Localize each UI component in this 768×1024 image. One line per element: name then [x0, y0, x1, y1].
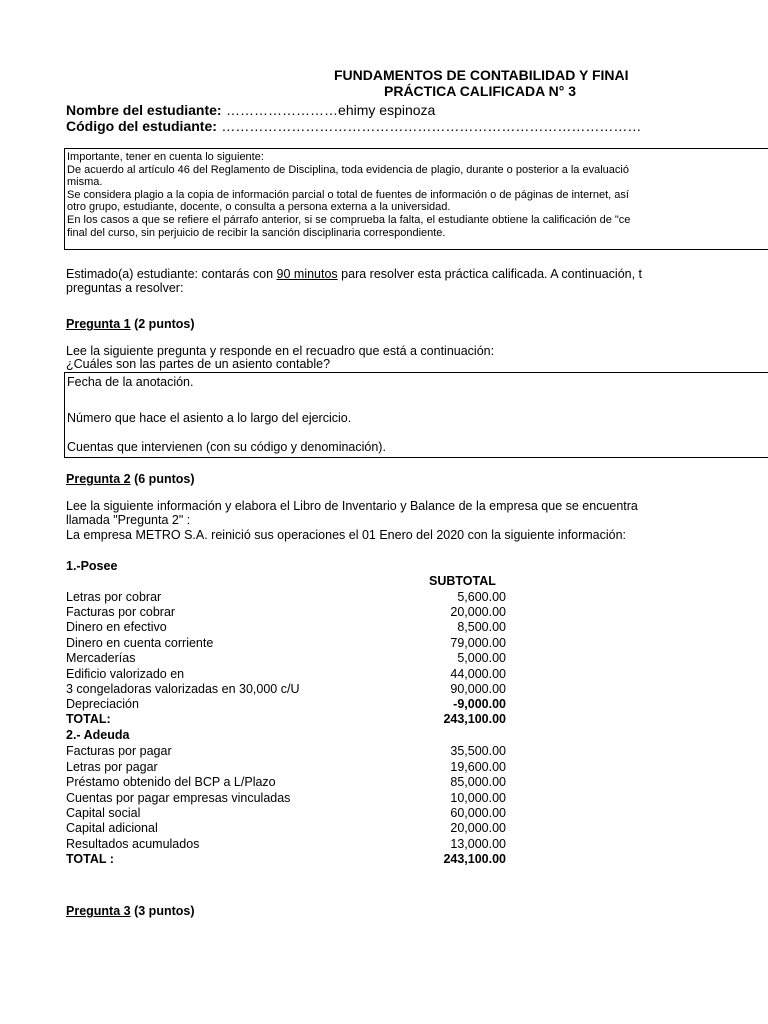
posee-value: 20,000.00: [450, 605, 506, 619]
posee-value: 44,000.00: [450, 667, 506, 681]
q1-answer-box[interactable]: [64, 372, 768, 458]
adeuda-row: [66, 821, 506, 836]
posee-row: [66, 636, 506, 651]
posee-total-label: TOTAL:: [66, 712, 111, 726]
posee-label: Facturas por cobrar: [66, 605, 176, 619]
adeuda-total-value: 243,100.00: [443, 852, 506, 866]
adeuda-value: 13,000.00: [450, 837, 506, 851]
q2-title: Pregunta 2: [66, 472, 131, 486]
q1-answer-line: Cuentas que intervienen (con su código y denominación).: [67, 440, 386, 454]
posee-label: Mercaderías: [66, 651, 136, 665]
q1-answer-line: Número que hace el asiento a lo largo del ejercicio.: [67, 411, 352, 425]
posee-value: 8,500.00: [457, 620, 506, 634]
posee-value: 90,000.00: [450, 682, 506, 696]
adeuda-section-title: 2.- Adeuda: [66, 728, 130, 742]
adeuda-row: [66, 837, 506, 852]
posee-label: Depreciación: [66, 697, 139, 711]
posee-value: 79,000.00: [450, 636, 506, 650]
q2-points: (6 puntos): [134, 472, 195, 486]
q3-title: Pregunta 3: [66, 904, 131, 918]
adeuda-row: [66, 744, 506, 759]
adeuda-label: Capital social: [66, 806, 141, 820]
student-code-label: Código del estudiante:: [66, 118, 217, 134]
adeuda-row: [66, 791, 506, 806]
posee-label: Letras por cobrar: [66, 590, 162, 604]
intro-suffix: para resolver esta práctica calificada. A continuación, t: [337, 267, 643, 281]
notice-line: misma.: [67, 176, 103, 189]
student-name-label: Nombre del estudiante:: [66, 102, 222, 118]
intro-line-2: preguntas a resolver:: [66, 281, 184, 295]
adeuda-label: Cuentas por pagar empresas vinculadas: [66, 791, 291, 805]
posee-row: [66, 682, 506, 697]
intro-time: 90 minutos: [276, 267, 338, 281]
student-name-value: ……………………ehimy espinoza: [226, 102, 436, 118]
q2-line-2: llamada "Pregunta 2" :: [66, 513, 191, 527]
q3-points: (3 puntos): [134, 904, 195, 918]
document-subtitle: PRÁCTICA CALIFICADA N° 3: [384, 83, 577, 99]
notice-line: Importante, tener en cuenta lo siguiente:: [67, 151, 264, 163]
posee-row: [66, 620, 506, 635]
adeuda-value: 10,000.00: [450, 791, 506, 805]
adeuda-value: 85,000.00: [450, 775, 506, 789]
q1-question: ¿Cuáles son las partes de un asiento contable?: [66, 357, 331, 371]
posee-row: [66, 667, 506, 682]
adeuda-label: Letras por pagar: [66, 760, 158, 774]
q1-title: Pregunta 1: [66, 317, 131, 331]
q1-instruction: Lee la siguiente pregunta y responde en el recuadro que está a continuación:: [66, 344, 495, 358]
adeuda-total-row: [66, 852, 506, 867]
posee-row: [66, 590, 506, 605]
posee-section-title: 1.-Posee: [66, 559, 118, 573]
notice-line: En los casos a que se refiere el párrafo anterior, si se comprueba la falta, el estudiante obtiene la calificación de "ce: [67, 213, 631, 226]
student-code-value: ………………………………………………………………………………: [221, 118, 642, 134]
adeuda-row: [66, 760, 506, 775]
posee-row: [66, 605, 506, 620]
posee-label: Dinero en efectivo: [66, 620, 167, 634]
adeuda-label: Facturas por pagar: [66, 744, 172, 758]
document-title: FUNDAMENTOS DE CONTABILIDAD Y FINAI: [334, 67, 629, 83]
q2-line-3: La empresa METRO S.A. reinició sus operaciones el 01 Enero del 2020 con la siguiente información:: [66, 528, 627, 542]
posee-label: Dinero en cuenta corriente: [66, 636, 214, 650]
q1-points: (2 puntos): [134, 317, 195, 331]
q3-heading: [66, 904, 195, 918]
student-code-row: [66, 118, 641, 136]
adeuda-value: 35,500.00: [450, 744, 506, 758]
adeuda-value: 60,000.00: [450, 806, 506, 820]
intro-prefix: Estimado(a) estudiante: contarás con: [66, 267, 277, 281]
notice-line: De acuerdo al artículo 46 del Reglamento de Disciplina, toda evidencia de plagio, durante o posterior a la evaluació: [67, 163, 629, 176]
adeuda-label: Préstamo obtenido del BCP a L/Plazo: [66, 775, 276, 789]
q1-answer-line: Fecha de la anotación.: [67, 375, 194, 389]
q2-line-1: Lee la siguiente información y elabora el Libro de Inventario y Balance de la empresa que se encuentra: [66, 499, 638, 513]
notice-line: final del curso, sin perjuicio de recibir la sanción disciplinaria correspondiente.: [67, 226, 446, 239]
posee-label: Edificio valorizado en: [66, 667, 185, 681]
posee-value: 5,000.00: [457, 651, 506, 665]
adeuda-value: 19,600.00: [450, 760, 506, 774]
q1-heading: [66, 317, 195, 331]
posee-total-value: 243,100.00: [443, 712, 506, 726]
q2-heading: [66, 472, 195, 486]
adeuda-row: [66, 775, 506, 790]
notice-line: otro grupo, estudiante, docente, o consulta a persona externa a la universidad.: [67, 201, 451, 214]
posee-total-row: [66, 712, 506, 727]
subtotal-header: SUBTOTAL: [429, 574, 496, 588]
adeuda-total-label: TOTAL :: [66, 852, 114, 866]
intro-line-1: [66, 267, 642, 281]
posee-row: [66, 651, 506, 666]
adeuda-value: 20,000.00: [450, 821, 506, 835]
adeuda-label: Capital adicional: [66, 821, 158, 835]
posee-value: 5,600.00: [457, 590, 506, 604]
posee-value: -9,000.00: [453, 697, 506, 711]
notice-line: Se considera plagio a la copia de información parcial o total de fuentes de información o de páginas de internet, así: [67, 188, 629, 201]
posee-row: [66, 697, 506, 712]
posee-label: 3 congeladoras valorizadas en 30,000 c/U: [66, 682, 300, 696]
adeuda-row: [66, 806, 506, 821]
adeuda-label: Resultados acumulados: [66, 837, 200, 851]
plagiarism-notice-box: [64, 148, 768, 250]
